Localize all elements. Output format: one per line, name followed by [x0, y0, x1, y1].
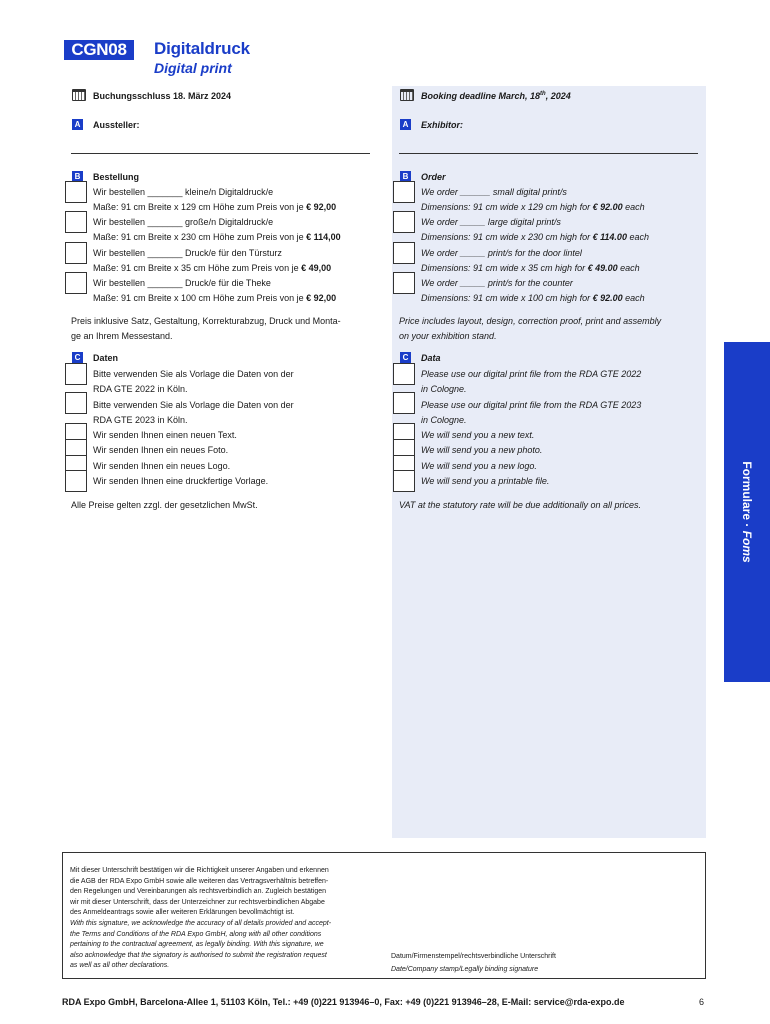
data-item-line: RDA GTE 2022 in Köln.: [93, 384, 188, 394]
data-item-line: We will send you a new logo.: [421, 461, 537, 471]
calendar-icon: [72, 89, 86, 101]
data-item-line: We will send you a printable file.: [421, 476, 550, 486]
order-item-dimensions: Dimensions: 91 cm wide x 100 cm high for € 92.00 each: [421, 293, 645, 303]
price-note-en: Price includes layout, design, correction proof, print and assembly on your exhibition stand.: [399, 316, 662, 341]
data-item-line: Wir senden Ihnen ein neues Logo.: [93, 461, 231, 471]
data-checkbox-2023[interactable]: [65, 392, 87, 414]
order-item-dimensions: Maße: 91 cm Breite x 129 cm Höhe zum Preis von je € 92,00: [93, 202, 337, 212]
price-note-de: Preis inklusive Satz, Gestaltung, Korrekturabzug, Druck und Monta- ge an Ihrem Messestand.: [71, 316, 341, 341]
order-item-dimensions: Dimensions: 91 cm wide x 129 cm high for € 92.00 each: [421, 202, 645, 212]
order-item-line: Wir bestellen _______ große/n Digitaldruck/e: [93, 217, 274, 227]
order-item-dimensions: Dimensions: 91 cm wide x 230 cm high for € 114.00 each: [421, 232, 649, 242]
order-checkbox-large[interactable]: [65, 211, 87, 233]
exhibitor-label-de: Aussteller:: [93, 120, 140, 130]
vat-note-en: VAT at the statutory rate will be due additionally on all prices.: [399, 500, 641, 510]
data-item-line: Please use our digital print file from the RDA GTE 2023: [421, 400, 642, 410]
page-number: 6: [699, 997, 705, 1007]
data-item-line: We will send you a new photo.: [421, 445, 543, 455]
data-item-line: RDA GTE 2023 in Köln.: [93, 415, 188, 425]
order-item-dimensions: Maße: 91 cm Breite x 35 cm Höhe zum Preis von je € 49,00: [93, 263, 332, 273]
signature-declaration: Mit dieser Unterschrift bestätigen wir die Richtigkeit unserer Angaben und erkennen die AGB der RDA Expo GmbH sowie alle weiteren das Vertragsverhältnis betreffen- den Regelungen und Vereinbarungen als rechtsverbindlich an. Zugleich bestätigen wir mit dieser Unterschrift, dass der Unterzeichner zur rechtsverbindlichen Abgabe des Anmeldeantrags sowie aller weiteren Erklärungen bevollmächtigt ist. With this signature, we acknowledge the accuracy of all details provided and accept- the Terms and Conditions of the RDA Expo GmbH, along with all other conditions pertaining to the contractual agreement, as legally binding. With this signature, we also acknowledge that the signatory is authorised to submit the registration request as well as all other declarations.: [70, 867, 332, 970]
side-tab-label: Formulare · Foms: [740, 461, 754, 563]
order-item-line: We order _____ print/s for the door lintel: [421, 248, 582, 258]
section-c-badge: C: [400, 352, 411, 363]
order-checkbox-lintel-en[interactable]: [393, 242, 415, 264]
order-item-dimensions: Maße: 91 cm Breite x 100 cm Höhe zum Preis von je € 92,00: [93, 293, 337, 303]
order-item-line: We order _____ large digital print/s: [421, 217, 561, 227]
order-checkbox-small-en[interactable]: [393, 181, 415, 203]
side-tab: [724, 342, 770, 682]
exhibitor-field-en[interactable]: [399, 153, 698, 154]
exhibitor-field-de[interactable]: [71, 153, 370, 154]
data-item-line: We will send you a new text.: [421, 430, 535, 440]
form-code-badge: CGN08: [64, 40, 134, 60]
section-b-badge: B: [72, 171, 83, 182]
section-a-badge: A: [400, 119, 411, 130]
exhibitor-label-en: Exhibitor:: [421, 120, 463, 130]
vat-note-de: Alle Preise gelten zzgl. der gesetzlichen MwSt.: [71, 500, 258, 510]
order-item-line: Wir bestellen _______ kleine/n Digitaldruck/e: [93, 187, 274, 197]
signature-label-de: Datum/Firmenstempel/rechtsverbindliche Unterschrift: [391, 953, 556, 960]
data-item-line: Wir senden Ihnen ein neues Foto.: [93, 445, 229, 455]
footer-address: RDA Expo GmbH, Barcelona-Allee 1, 51103 Köln, Tel.: +49 (0)221 913946–0, Fax: +49 (0)221 913946–28, E-Mail: service@rda-expo.de: [62, 997, 625, 1007]
data-item-line: Bitte verwenden Sie als Vorlage die Daten von der: [93, 400, 294, 410]
page-title: Digitaldruck: [154, 39, 250, 58]
order-checkbox-large-en[interactable]: [393, 211, 415, 233]
order-checkbox-counter[interactable]: [65, 272, 87, 294]
order-label-en: Order: [421, 172, 446, 182]
signature-label-en: Date/Company stamp/Legally binding signature: [391, 966, 539, 973]
page-title-english: Digital print: [154, 60, 232, 76]
data-label-de: Daten: [93, 353, 119, 363]
data-item-line: Please use our digital print file from the RDA GTE 2022: [421, 369, 642, 379]
order-item-line: Wir bestellen _______ Druck/e für den Türsturz: [93, 248, 282, 258]
order-item-dimensions: Dimensions: 91 cm wide x 35 cm high for € 49.00 each: [421, 263, 640, 273]
data-item-line: Wir senden Ihnen einen neuen Text.: [93, 430, 237, 440]
order-item-line: Wir bestellen _______ Druck/e für die Theke: [93, 278, 271, 288]
order-item-line: We order ______ small digital print/s: [421, 187, 567, 197]
data-checkbox-2023-en[interactable]: [393, 392, 415, 414]
order-item-line: We order _____ print/s for the counter: [421, 278, 573, 288]
section-b-badge: B: [400, 171, 411, 182]
data-item-line: in Cologne.: [421, 415, 467, 425]
data-item-line: Bitte verwenden Sie als Vorlage die Daten von der: [93, 369, 294, 379]
data-checkbox-printable[interactable]: [65, 470, 87, 492]
data-label-en: Data: [421, 353, 441, 363]
data-checkbox-2022[interactable]: [65, 363, 87, 385]
order-checkbox-lintel[interactable]: [65, 242, 87, 264]
deadline-en: Booking deadline March, 18th, 2024: [421, 91, 571, 101]
data-checkbox-printable-en[interactable]: [393, 470, 415, 492]
section-c-badge: C: [72, 352, 83, 363]
order-item-dimensions: Maße: 91 cm Breite x 230 cm Höhe zum Preis von je € 114,00: [93, 232, 341, 242]
data-item-line: in Cologne.: [421, 384, 467, 394]
section-a-badge: A: [72, 119, 83, 130]
deadline-de: Buchungsschluss 18. März 2024: [93, 91, 232, 101]
order-label-de: Bestellung: [93, 172, 140, 182]
order-checkbox-counter-en[interactable]: [393, 272, 415, 294]
calendar-icon: [400, 89, 414, 101]
data-item-line: Wir senden Ihnen eine druckfertige Vorlage.: [93, 476, 269, 486]
data-checkbox-2022-en[interactable]: [393, 363, 415, 385]
order-checkbox-small[interactable]: [65, 181, 87, 203]
